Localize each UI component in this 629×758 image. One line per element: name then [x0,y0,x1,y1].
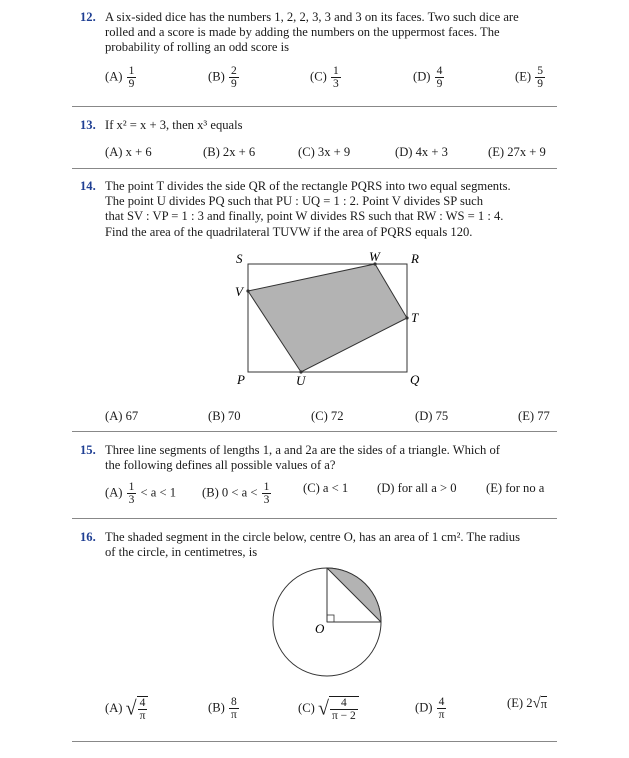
divider [72,518,557,519]
question-text-line: The point T divides the side QR of the rectangle PQRS into two equal segments. [105,179,511,193]
label-q: Q [410,372,420,387]
quadrilateral-tuvw [248,264,407,372]
point-v [246,289,249,292]
option-d[interactable]: (D) 4x + 3 [395,145,448,159]
option-e[interactable]: (E) 77 [518,409,550,423]
option-a[interactable]: (A) $\frac{1}{3}$ < a < 1 [105,481,177,506]
options-row [105,409,555,425]
option-d[interactable]: (D) 75 [415,409,449,423]
option-e[interactable]: (E) $\frac{5}{9}$ [515,65,543,90]
option-e[interactable]: (E) for no a [486,481,545,495]
label-w: W [369,249,380,264]
label-s: S [236,251,243,266]
option-d[interactable]: (D) $\frac{4}{\pi}$ [415,696,445,721]
question-number: 13. [80,118,96,132]
question-text-line: The point U divides PQ such that PU : UQ = 1 : 2. Point V divides SP such [105,194,484,209]
question-text-line: probability of rolling an odd score is [105,40,289,55]
option-b[interactable]: (B) $\frac{8}{\pi}$ [208,696,237,721]
option-a[interactable]: (A) x + 6 [105,145,152,159]
question-text-line: that SV : VP = 1 : 3 and finally, point W divides RS such that RW : WS = 1 : 4. [105,209,504,224]
shaded-segment [327,568,381,622]
point-t [405,316,408,319]
question-number: 15. [80,443,96,457]
right-angle-mark [327,615,334,622]
option-a[interactable]: (A) 67 [105,409,139,423]
question-text: If x² = x + 3, then x³ equals [105,118,243,132]
label-p: P [237,372,245,387]
option-b[interactable]: (B) 2x + 6 [203,145,256,159]
option-c[interactable]: (C) 72 [311,409,344,423]
option-c[interactable]: (C) √ $\frac{4}{\pi - 2}$ [298,696,359,722]
option-b[interactable]: (B) 0 < a < $\frac{1}{3}$ [202,481,270,506]
question-16 [80,530,553,560]
divider [72,741,557,742]
label-u: U [296,373,306,388]
question-number: 12. [80,10,96,24]
question-15 [80,443,553,473]
option-a[interactable]: (A) √ $\frac{4}{\pi}$ [105,696,148,722]
question-number: 14. [80,179,96,193]
question-text-line: Three line segments of lengths 1, a and 2a are the sides of a triangle. Which of [105,443,500,457]
option-c[interactable]: (C) 3x + 9 [298,145,351,159]
option-e[interactable]: (E) 2√π [507,695,548,712]
label-t: T [411,310,419,325]
question-number: 16. [80,530,96,544]
option-e[interactable]: (E) 27x + 9 [488,145,546,159]
option-d[interactable]: (D) for all a > 0 [377,481,457,495]
option-c[interactable]: (C) a < 1 [303,481,349,495]
label-centre: O [315,621,325,636]
question-text-line: rolled and a score is made by adding the numbers on the uppermost faces. The [105,25,500,40]
options-row [105,696,555,736]
question-text-line: the following defines all possible values of a? [105,458,336,473]
divider [72,431,557,432]
option-a[interactable]: (A) $\frac{1}{9}$ [105,65,135,90]
option-c[interactable]: (C) $\frac{1}{3}$ [310,65,339,90]
option-d[interactable]: (D) $\frac{4}{9}$ [413,65,443,90]
option-b[interactable]: (B) 70 [208,409,241,423]
options-row [105,481,555,515]
question-text-line: The shaded segment in the circle below, centre O, has an area of 1 cm². The radius [105,530,521,544]
label-v: V [235,284,243,299]
question-text-line: Find the area of the quadrilateral TUVW if the area of PQRS equals 120. [105,224,473,239]
question-text-line: of the circle, in centimetres, is [105,545,258,560]
label-r: R [411,251,419,266]
question-text-line: A six-sided dice has the numbers 1, 2, 2, 3, 3 and 3 on its faces. Two such dice are [105,10,519,24]
option-b[interactable]: (B) $\frac{2}{9}$ [208,65,237,90]
